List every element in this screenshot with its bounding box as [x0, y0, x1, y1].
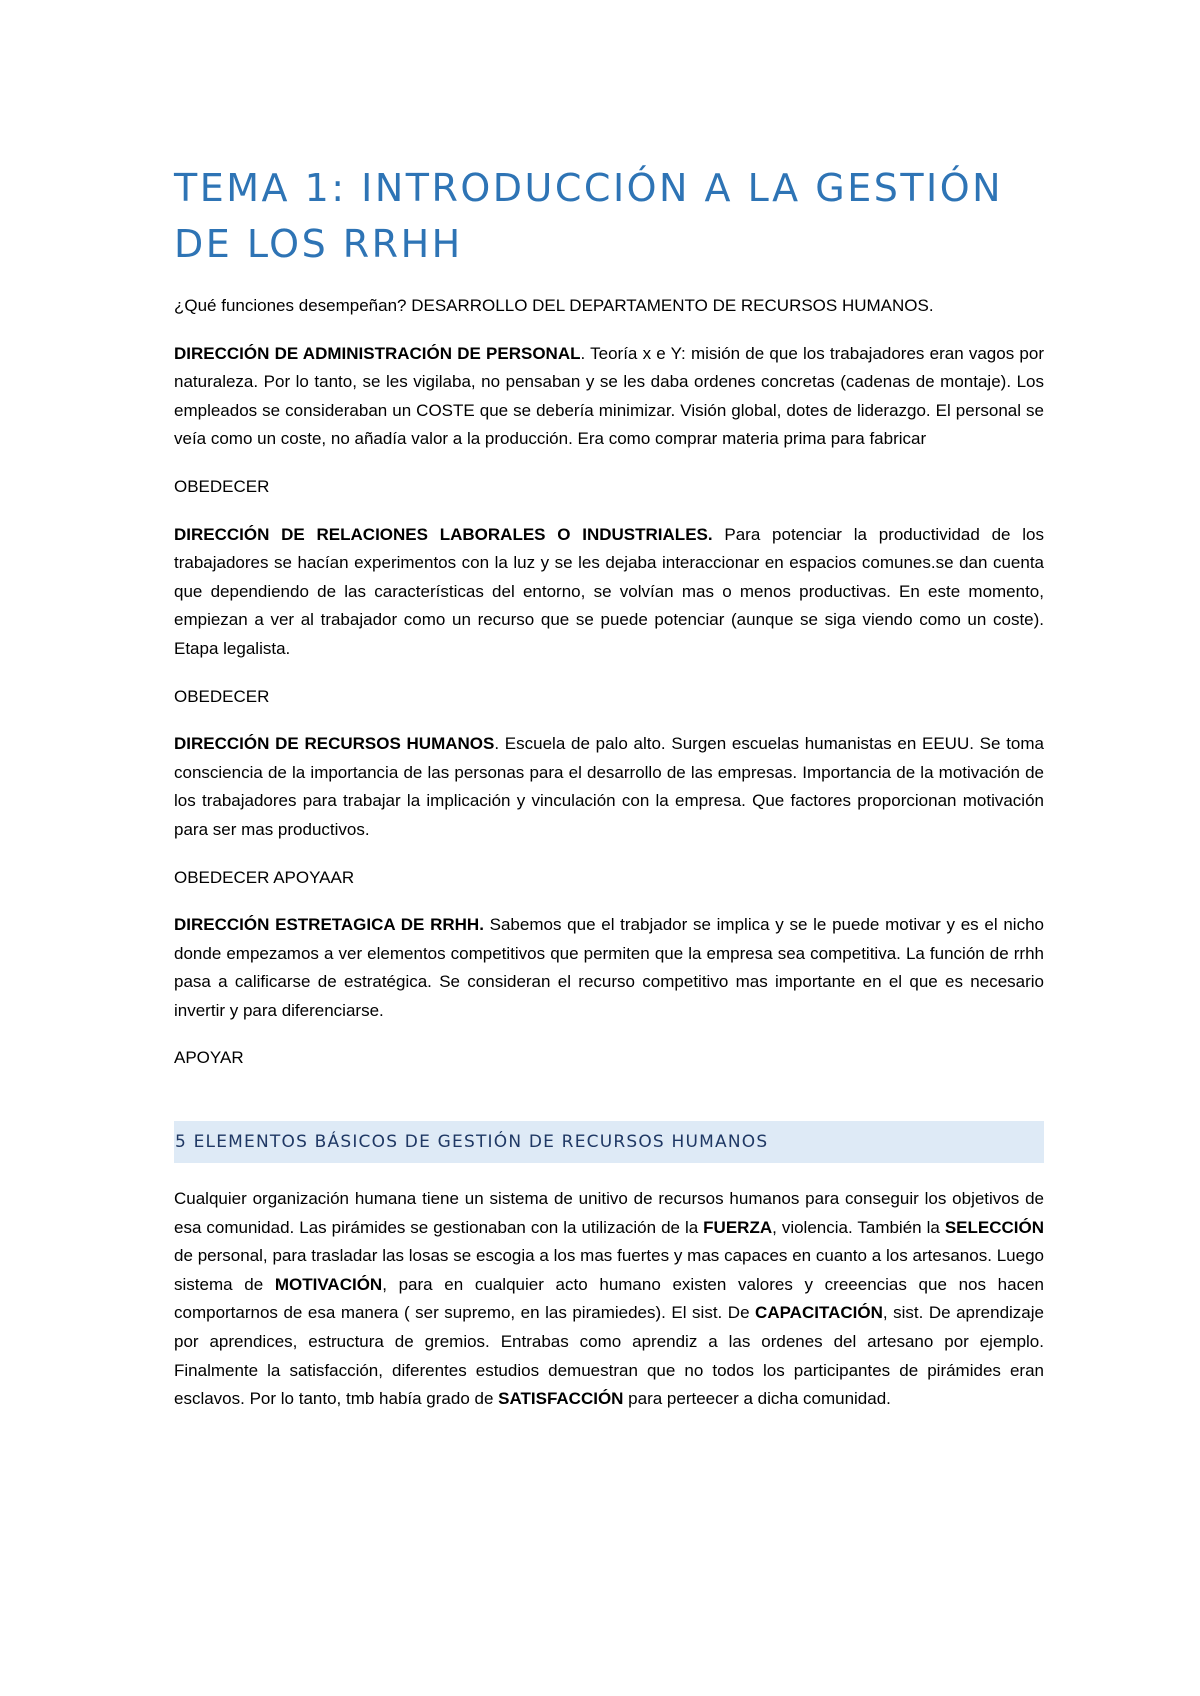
- section-4-body: Sabemos que el trabjador se implica y se le puede motivar y es el nicho donde empezamos a ver elementos competitivos que permiten que la empresa sea competitiva. La función de rrhh pasa a calificarse de estratégica. Se consideran el recurso competitivo mas importante en el que es necesario invertir y para diferenciarse.: [174, 915, 1044, 1020]
- section-1-body: . Teoría x e Y: misión de que los trabajadores eran vagos por naturaleza. Por lo tanto, se les vigilaba, no pensaban y se les daba ordenes concretas (cadenas de montaje). Los empleados se consideraban un COSTE que se debería minimizar. Visión global, dotes de liderazgo. El personal se veía como un coste, no añadía valor a la producción. Era como comprar materia prima para fabricar: [174, 343, 1044, 449]
- document-title: TEMA 1: INTRODUCCIÓN A LA GESTIÓN DE LOS RRHH: [174, 166, 1004, 266]
- section-3-heading: DIRECCIÓN DE RECURSOS HUMANOS: [174, 734, 495, 754]
- elementos-bold-capacitacion: CAPACITACIÓN: [755, 1303, 883, 1323]
- elementos-text-6: para perteecer a dicha comunidad.: [623, 1389, 891, 1409]
- section-1-label: OBEDECER: [174, 476, 270, 496]
- elementos-paragraph: [174, 1185, 1044, 1414]
- elementos-bold-seleccion: SELECCIÓN: [944, 1217, 1044, 1237]
- section-4-paragraph: [174, 911, 1044, 1025]
- elementos-text-5: , sist. De aprendizaje por aprendices, estructura de gremios. Entrabas como aprendiz a las ordenes del artesano por ejemplo. Finalmente la satisfacción, diferentes estudios demuestran que no todos los participantes de pirámides eran esclavos. Por lo tanto, tmb había grado de: [174, 1303, 1044, 1409]
- elementos-bold-fuerza: FUERZA: [703, 1217, 773, 1237]
- section-2-paragraph: [174, 521, 1044, 664]
- section-1-paragraph: [174, 340, 1044, 454]
- elementos-bold-satisfaccion: SATISFACCIÓN: [498, 1389, 624, 1409]
- section-heading-elementos: 5 ELEMENTOS BÁSICOS DE GESTIÓN DE RECURSOS HUMANOS: [174, 1121, 1044, 1163]
- intro-paragraph: ¿Qué funciones desempeñan? DESARROLLO DEL DEPARTAMENTO DE RECURSOS HUMANOS.: [174, 296, 934, 315]
- elementos-text-2: , violencia. También la: [772, 1217, 945, 1237]
- document-page: [174, 160, 1044, 1433]
- section-1-heading: DIRECCIÓN DE ADMINISTRACIÓN DE PERSONAL: [174, 343, 581, 363]
- section-4-label: APOYAR: [174, 1048, 244, 1068]
- section-3-label: OBEDECER APOYAAR: [174, 867, 355, 887]
- elementos-text-1: Cualquier organización humana tiene un sistema de unitivo de recursos humanos para conseguir los objetivos de esa comunidad. Las pirámides se gestionaban con la utilización de la: [174, 1189, 1044, 1237]
- section-3-body: . Escuela de palo alto. Surgen escuelas humanistas en EEUU. Se toma consciencia de la importancia de las personas para el desarrollo de las empresas. Importancia de la motivación de los trabajadores para trabajar la implicación y vinculación con la empresa. Que factores proporcionan motivación para ser mas productivos.: [174, 734, 1044, 839]
- section-3-paragraph: [174, 730, 1044, 844]
- elementos-text-4: , para en cualquier acto humano existen valores y creeencias que nos hacen comportarnos de esa manera ( ser supremo, en las piramiedes). El sist. De: [174, 1274, 1044, 1323]
- section-2-body: Para potenciar la productividad de los trabajadores se hacían experimentos con la luz y se les dejaba interaccionar en espacios comunes.se dan cuenta que dependiendo de las características del entorno, se volvían mas o menos productivas. En este momento, empiezan a ver al trabajador como un recurso que se puede potenciar (aunque se siga viendo como un coste). Etapa legalista.: [174, 524, 1044, 658]
- section-2-label: OBEDECER: [174, 686, 270, 706]
- elementos-text-3: de personal, para trasladar las losas se escogia a los mas fuertes y mas capaces en cuanto a los artesanos. Luego sistema de: [174, 1246, 1044, 1294]
- section-2-heading: DIRECCIÓN DE RELACIONES LABORALES O INDUSTRIALES.: [174, 524, 713, 544]
- elementos-bold-motivacion: MOTIVACIÓN: [274, 1274, 383, 1294]
- section-4-heading: DIRECCIÓN ESTRETAGICA DE RRHH.: [174, 915, 484, 935]
